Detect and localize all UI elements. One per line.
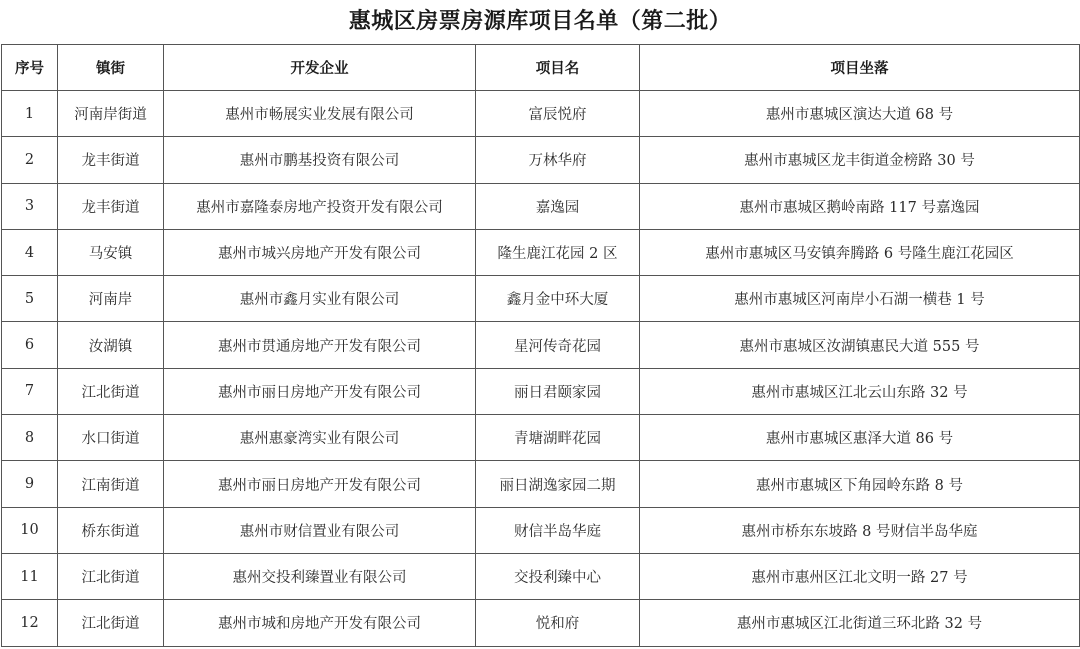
cell-no: 9 (2, 461, 58, 507)
table-row (2, 229, 1080, 275)
table-row (2, 322, 1080, 368)
table-row (2, 137, 1080, 183)
cell-location: 惠州市惠城区河南岸小石湖一横巷 1 号 (640, 276, 1080, 322)
cell-developer: 惠州市丽日房地产开发有限公司 (164, 368, 476, 414)
cell-project: 嘉逸园 (476, 183, 640, 229)
cell-town: 江北街道 (58, 553, 164, 599)
cell-town: 江北街道 (58, 600, 164, 646)
cell-location: 惠州市惠城区演达大道 68 号 (640, 91, 1080, 137)
cell-developer: 惠州市嘉隆泰房地产投资开发有限公司 (164, 183, 476, 229)
cell-developer: 惠州市鹏基投资有限公司 (164, 137, 476, 183)
cell-town: 河南岸街道 (58, 91, 164, 137)
table-row (2, 600, 1080, 646)
cell-town: 桥东街道 (58, 507, 164, 553)
table-row (2, 553, 1080, 599)
cell-town: 水口街道 (58, 415, 164, 461)
cell-developer: 惠州市贯通房地产开发有限公司 (164, 322, 476, 368)
cell-project: 财信半岛华庭 (476, 507, 640, 553)
table-row (2, 461, 1080, 507)
cell-developer: 惠州市畅展实业发展有限公司 (164, 91, 476, 137)
cell-town: 马安镇 (58, 229, 164, 275)
cell-location: 惠州市桥东东坡路 8 号财信半岛华庭 (640, 507, 1080, 553)
table-row (2, 276, 1080, 322)
cell-location: 惠州市惠城区江北街道三环北路 32 号 (640, 600, 1080, 646)
cell-no: 3 (2, 183, 58, 229)
cell-project: 万林华府 (476, 137, 640, 183)
cell-town: 龙丰街道 (58, 137, 164, 183)
table-row (2, 183, 1080, 229)
cell-town: 龙丰街道 (58, 183, 164, 229)
cell-location: 惠州市惠城区马安镇奔腾路 6 号隆生鹿江花园区 (640, 229, 1080, 275)
table-header-row (2, 45, 1080, 91)
header-town: 镇街 (58, 45, 164, 91)
cell-location: 惠州市惠城区汝湖镇惠民大道 555 号 (640, 322, 1080, 368)
header-no: 序号 (2, 45, 58, 91)
cell-no: 6 (2, 322, 58, 368)
table-row (2, 368, 1080, 414)
cell-location: 惠州市惠城区龙丰街道金榜路 30 号 (640, 137, 1080, 183)
header-location: 项目坐落 (640, 45, 1080, 91)
cell-project: 交投利臻中心 (476, 553, 640, 599)
cell-project: 丽日湖逸家园二期 (476, 461, 640, 507)
cell-project: 丽日君颐家园 (476, 368, 640, 414)
cell-no: 7 (2, 368, 58, 414)
cell-no: 2 (2, 137, 58, 183)
cell-no: 10 (2, 507, 58, 553)
cell-project: 鑫月金中环大厦 (476, 276, 640, 322)
table-row (2, 91, 1080, 137)
cell-developer: 惠州市城兴房地产开发有限公司 (164, 229, 476, 275)
cell-no: 1 (2, 91, 58, 137)
cell-no: 5 (2, 276, 58, 322)
cell-developer: 惠州交投利臻置业有限公司 (164, 553, 476, 599)
cell-location: 惠州市惠城区下角园岭东路 8 号 (640, 461, 1080, 507)
cell-no: 4 (2, 229, 58, 275)
cell-project: 星河传奇花园 (476, 322, 640, 368)
cell-project: 悦和府 (476, 600, 640, 646)
cell-developer: 惠州市城和房地产开发有限公司 (164, 600, 476, 646)
cell-no: 11 (2, 553, 58, 599)
cell-location: 惠州市惠州区江北文明一路 27 号 (640, 553, 1080, 599)
project-table (1, 44, 1080, 647)
cell-project: 富辰悦府 (476, 91, 640, 137)
header-project: 项目名 (476, 45, 640, 91)
table-body (2, 91, 1080, 647)
cell-town: 江南街道 (58, 461, 164, 507)
cell-location: 惠州市惠城区江北云山东路 32 号 (640, 368, 1080, 414)
cell-town: 河南岸 (58, 276, 164, 322)
cell-no: 12 (2, 600, 58, 646)
cell-project: 青塘湖畔花园 (476, 415, 640, 461)
table-row (2, 507, 1080, 553)
cell-developer: 惠州市鑫月实业有限公司 (164, 276, 476, 322)
cell-no: 8 (2, 415, 58, 461)
cell-developer: 惠州惠豪湾实业有限公司 (164, 415, 476, 461)
cell-developer: 惠州市丽日房地产开发有限公司 (164, 461, 476, 507)
cell-location: 惠州市惠城区惠泽大道 86 号 (640, 415, 1080, 461)
cell-town: 江北街道 (58, 368, 164, 414)
cell-town: 汝湖镇 (58, 322, 164, 368)
page-title: 惠城区房票房源库项目名单（第二批） (348, 9, 732, 34)
table-row (2, 415, 1080, 461)
cell-location: 惠州市惠城区鹅岭南路 117 号嘉逸园 (640, 183, 1080, 229)
cell-developer: 惠州市财信置业有限公司 (164, 507, 476, 553)
header-developer: 开发企业 (164, 45, 476, 91)
cell-project: 隆生鹿江花园 2 区 (476, 229, 640, 275)
